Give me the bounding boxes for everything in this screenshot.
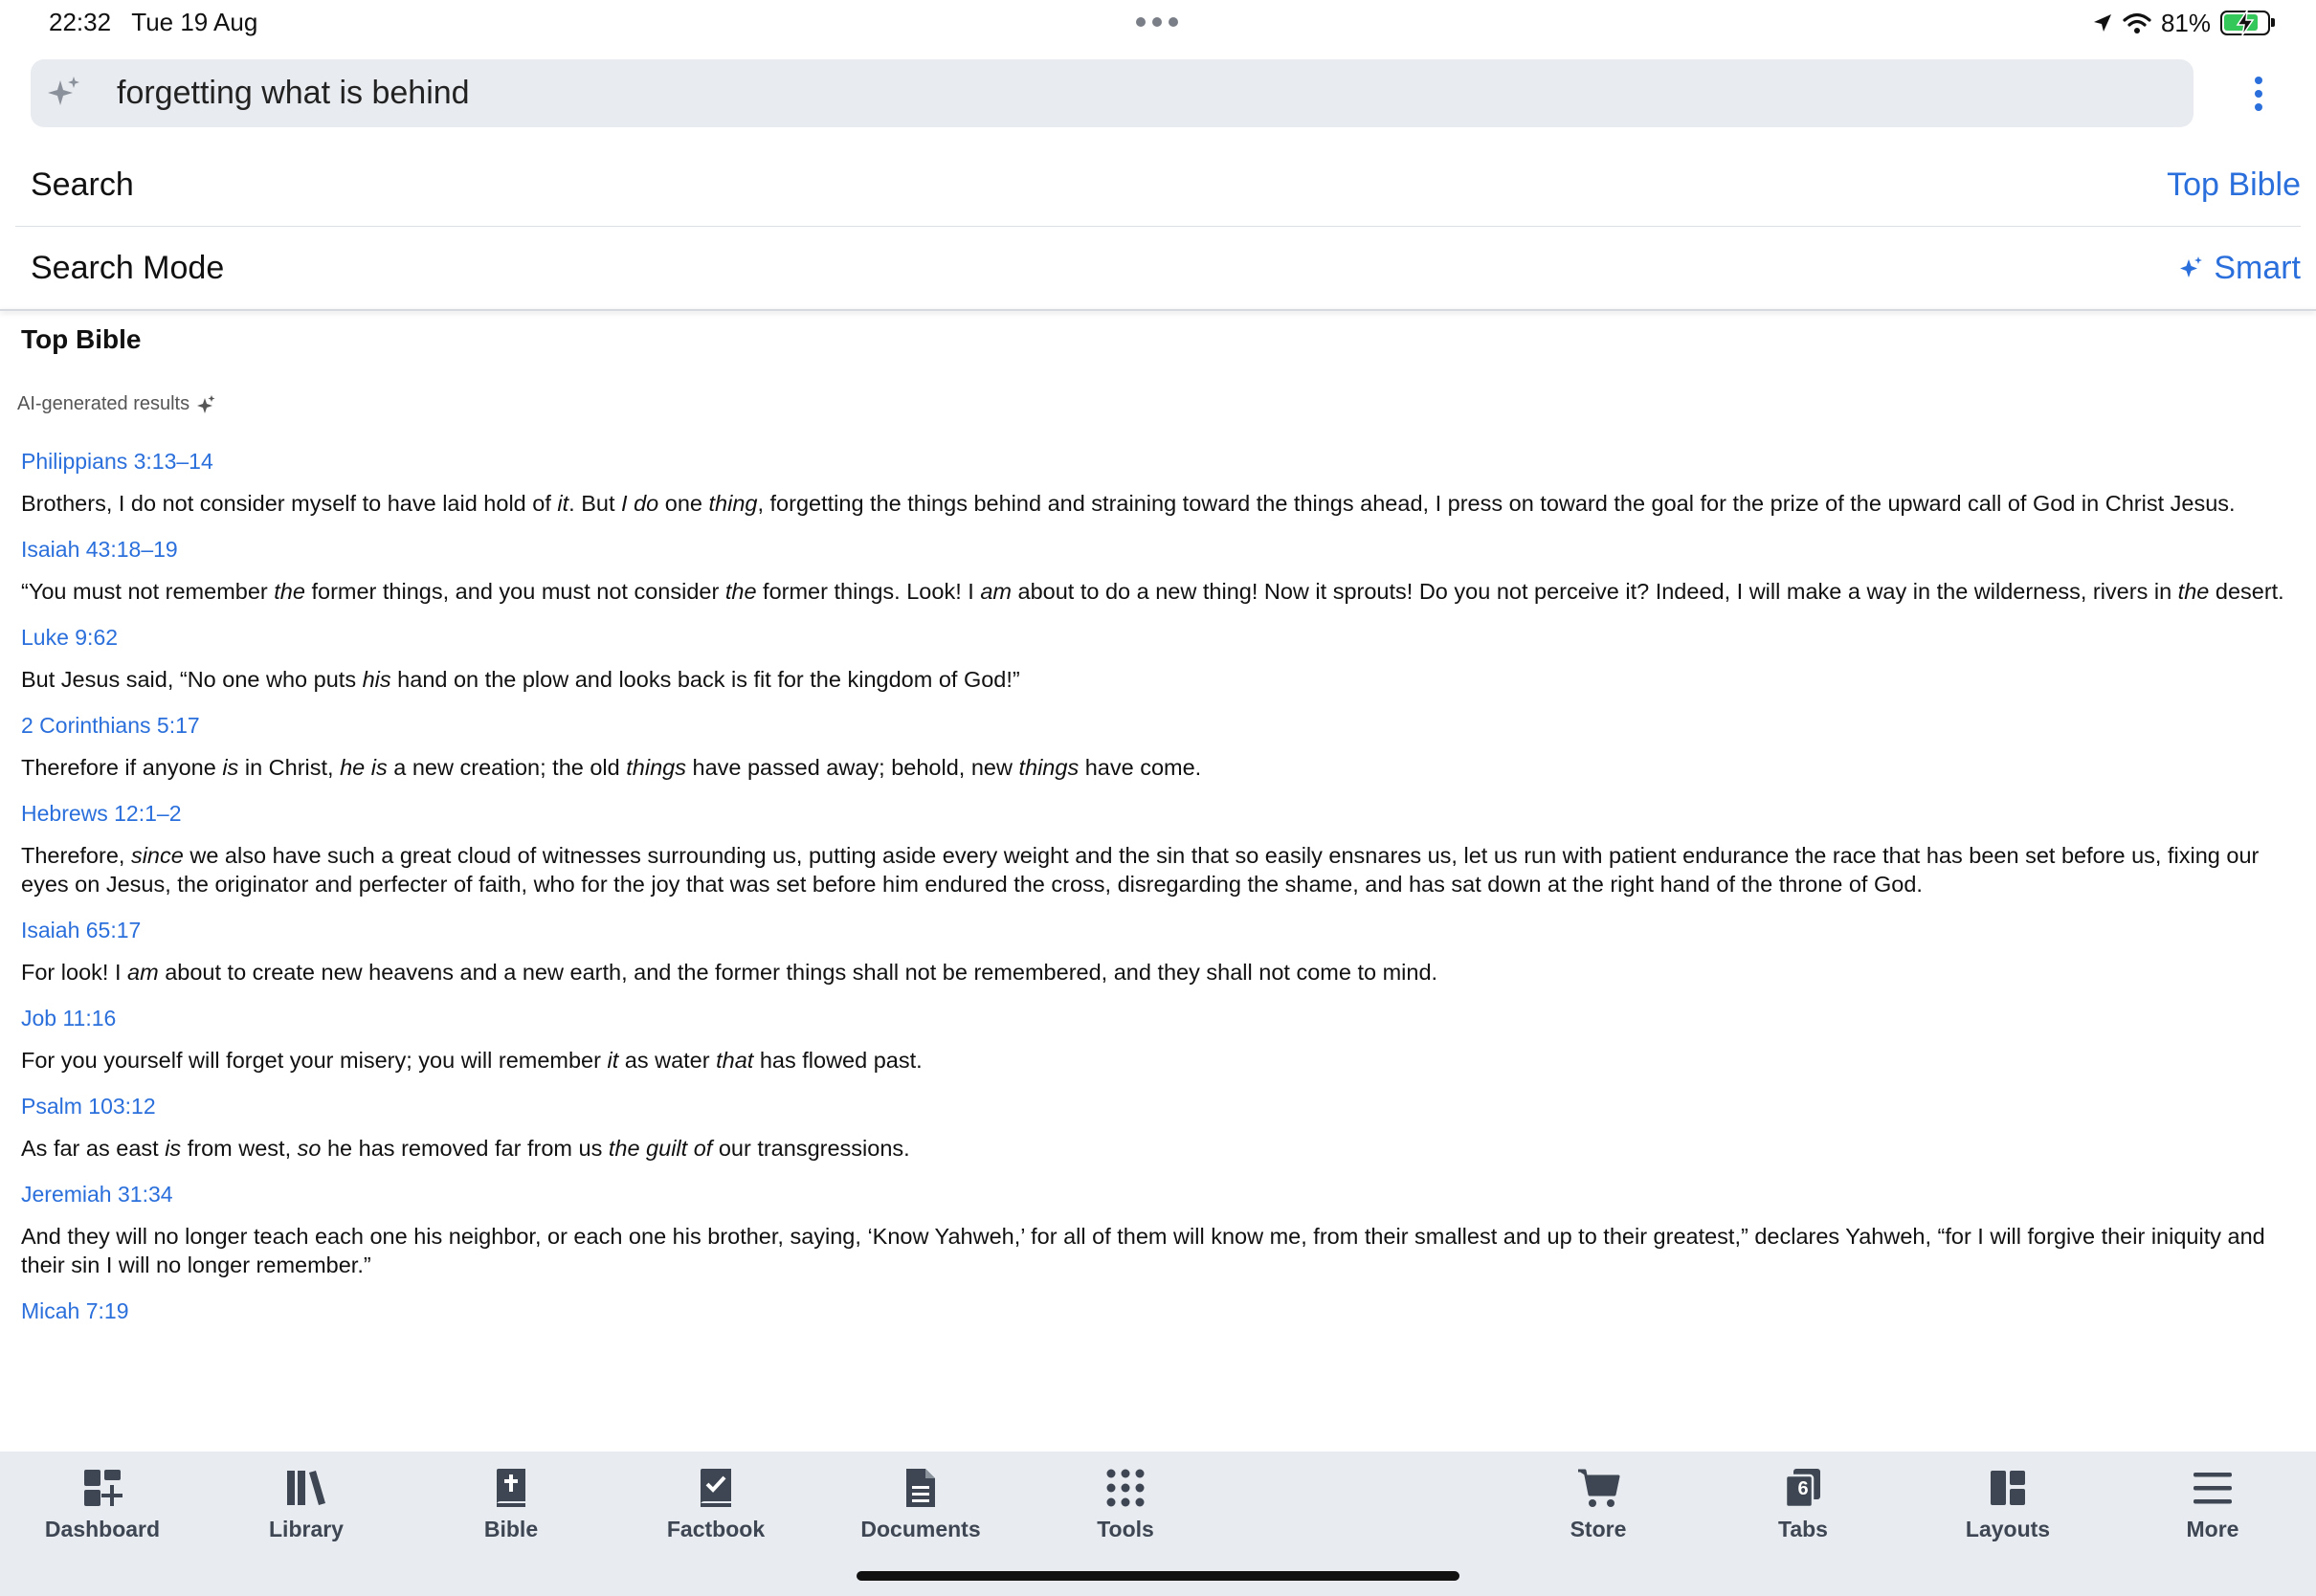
sparkle-icon xyxy=(2179,255,2204,280)
search-mode-value[interactable] xyxy=(2179,250,2301,287)
verse-reference-link[interactable]: Job 11:16 xyxy=(21,1006,117,1031)
factbook-icon xyxy=(699,1467,733,1509)
tools-icon xyxy=(1105,1468,1146,1508)
results-panel[interactable] xyxy=(0,311,2316,1452)
search-mode-label: Search Mode xyxy=(31,249,225,286)
verse-reference-link[interactable]: Luke 9:62 xyxy=(21,625,119,650)
ai-note-text: AI-generated results xyxy=(17,393,190,414)
menu-icon xyxy=(2193,1471,2233,1505)
verse-reference-link[interactable]: Psalm 103:12 xyxy=(21,1094,156,1119)
tab-label: More xyxy=(2186,1517,2239,1541)
tab-bible[interactable] xyxy=(434,1465,588,1542)
tab-label: Tools xyxy=(1097,1517,1154,1541)
tab-store[interactable] xyxy=(1522,1465,1675,1542)
ai-note xyxy=(17,393,216,415)
tab-factbook[interactable] xyxy=(639,1465,792,1542)
result-item xyxy=(21,1004,2299,1075)
result-item xyxy=(21,623,2299,694)
more-vertical-icon[interactable] xyxy=(2239,75,2278,113)
search-label: Search xyxy=(31,166,134,203)
result-item xyxy=(21,1180,2299,1279)
result-item xyxy=(21,1297,2299,1325)
status-date: Tue 19 Aug xyxy=(131,8,258,36)
tab-label: Documents xyxy=(860,1517,981,1541)
tabs-count-badge: 6 xyxy=(1797,1478,1809,1499)
result-item xyxy=(21,916,2299,986)
tab-tools[interactable] xyxy=(1049,1465,1202,1542)
status-indicators xyxy=(2092,7,2270,39)
verse-text: For you yourself will forget your misery; you will remember it as water that has flowed past. xyxy=(21,1048,923,1073)
tab-label: Library xyxy=(269,1517,344,1541)
verse-text: But Jesus said, “No one who puts his hand on the plow and looks back is fit for the kingdom of God!” xyxy=(21,667,1020,692)
verse-text: Therefore if anyone is in Christ, he is a new creation; the old things have passed away; behold, new things have come. xyxy=(21,755,1202,780)
result-item xyxy=(21,447,2299,518)
dashboard-icon xyxy=(82,1468,122,1508)
tab-label: Bible xyxy=(483,1517,539,1541)
search-bar[interactable] xyxy=(31,59,2194,127)
sparkle-icon xyxy=(46,75,82,111)
tab-documents[interactable] xyxy=(844,1465,997,1542)
verse-text: As far as east is from west, so he has removed far from us the guilt of our transgressions. xyxy=(21,1136,910,1161)
search-mode-row[interactable] xyxy=(15,227,2301,309)
verse-reference-link[interactable]: Isaiah 43:18–19 xyxy=(21,537,178,562)
tab-layouts[interactable] xyxy=(1931,1465,2084,1542)
library-icon xyxy=(285,1469,327,1507)
tab-label: Dashboard xyxy=(44,1517,161,1541)
tab-label: Store xyxy=(1570,1517,1627,1541)
tab-tabs[interactable] xyxy=(1726,1465,1880,1542)
battery-percent: 81% xyxy=(2160,8,2211,37)
result-item xyxy=(21,711,2299,782)
multitasking-dots-icon[interactable] xyxy=(1136,17,1178,27)
search-target-row[interactable] xyxy=(15,144,2301,227)
status-time: 22:32 xyxy=(49,8,112,36)
sparkle-icon xyxy=(197,395,216,414)
search-target-value[interactable]: Top Bible xyxy=(2167,166,2301,203)
wifi-icon xyxy=(2123,11,2151,34)
tab-label: Layouts xyxy=(1965,1517,2051,1541)
layouts-icon xyxy=(1989,1469,2027,1507)
result-item xyxy=(21,535,2299,606)
verse-reference-link[interactable]: Hebrews 12:1–2 xyxy=(21,801,182,826)
tab-label: Factbook xyxy=(666,1517,766,1541)
verse-text: For look! I am about to create new heavens and a new earth, and the former things shall not be remembered, and they shall not come to mind. xyxy=(21,960,1438,985)
tab-label: Tabs xyxy=(1778,1517,1828,1541)
home-indicator[interactable] xyxy=(857,1571,1459,1581)
cart-icon xyxy=(1576,1468,1620,1508)
verse-text: “You must not remember the former things, and you must not consider the former things. Look! I am about to do a new thing! Now it sprouts! Do you not perceive it? Indeed, I will make a way in the wilderness, rivers in the desert. xyxy=(21,579,2284,604)
section-title: Top Bible xyxy=(21,324,142,354)
results-list xyxy=(21,447,2299,1342)
result-item xyxy=(21,1092,2299,1163)
tab-dashboard[interactable] xyxy=(26,1465,179,1542)
tab-more[interactable] xyxy=(2136,1465,2289,1542)
documents-icon xyxy=(904,1467,937,1509)
location-icon xyxy=(2092,12,2113,33)
status-time-date xyxy=(49,8,257,37)
verse-text: Brothers, I do not consider myself to have laid hold of it. But I do one thing, forgetting the things behind and straining toward the things ahead, I press on toward the goal for the prize of the upward call of God in Christ Jesus. xyxy=(21,491,2236,516)
verse-reference-link[interactable]: Philippians 3:13–14 xyxy=(21,449,213,474)
status-bar xyxy=(0,0,2316,48)
verse-reference-link[interactable]: Isaiah 65:17 xyxy=(21,918,142,942)
verse-reference-link[interactable]: Micah 7:19 xyxy=(21,1298,129,1323)
verse-reference-link[interactable]: Jeremiah 31:34 xyxy=(21,1182,173,1207)
search-mode-text: Smart xyxy=(2214,249,2301,286)
verse-reference-link[interactable]: 2 Corinthians 5:17 xyxy=(21,713,200,738)
tab-library[interactable] xyxy=(230,1465,383,1542)
bible-icon xyxy=(495,1467,527,1509)
battery-icon xyxy=(2220,11,2270,35)
result-item xyxy=(21,799,2299,898)
search-input[interactable] xyxy=(86,59,2096,127)
verse-text: And they will no longer teach each one his neighbor, or each one his brother, saying, ‘Know Yahweh,’ for all of them will know me, from their smallest and up to their greatest,” declares Yahweh, “for I will forgive their iniquity and their sin I will no longer remember.” xyxy=(21,1224,2265,1277)
verse-text: Therefore, since we also have such a great cloud of witnesses surrounding us, putting aside every weight and the sin that so easily ensnares us, let us run with patient endurance the race that has been set before us, fixing our eyes on Jesus, the originator and perfecter of faith, who for the joy that was set before him endured the cross, disregarding the shame, and has sat down at the right hand of the throne of God. xyxy=(21,843,2260,897)
